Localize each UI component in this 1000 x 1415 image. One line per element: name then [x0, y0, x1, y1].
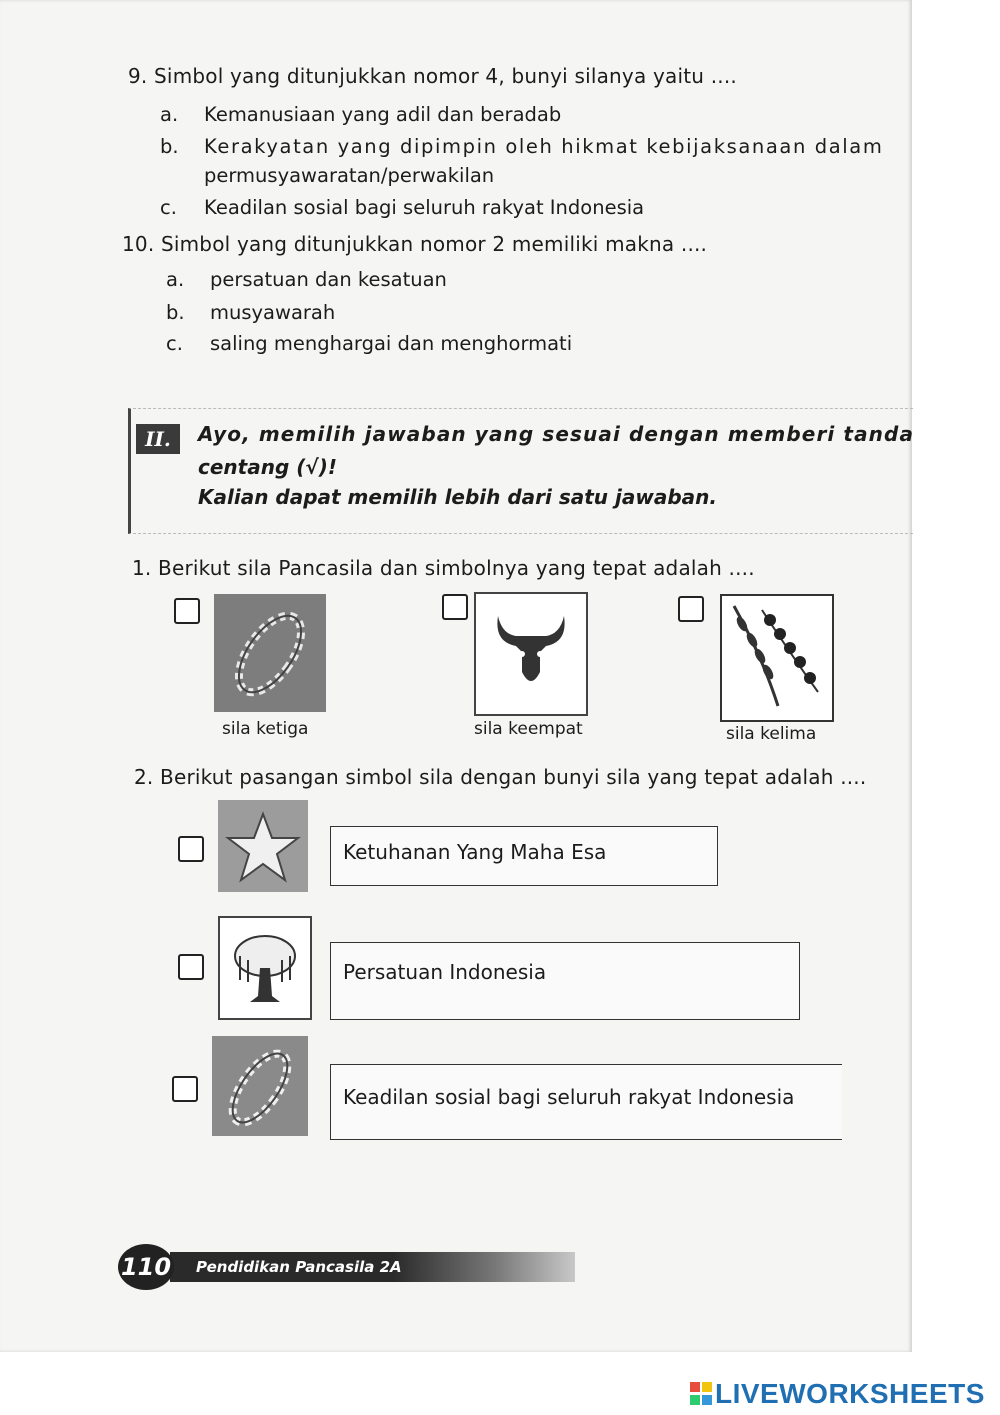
rice-cotton-icon: [722, 596, 832, 720]
q2-label-2: Persatuan Indonesia: [330, 942, 800, 1020]
q2-image-star: [218, 800, 308, 892]
question-2: 2. Berikut pasangan simbol sila dengan bunyi sila yang tepat adalah ....: [134, 765, 867, 789]
q2-label-1: Ketuhanan Yang Maha Esa: [330, 826, 718, 886]
section-number: II.: [136, 424, 180, 454]
q10-option-c: c. saling menghargai dan menghormati: [166, 332, 573, 355]
question-1: 1. Berikut sila Pancasila dan simbolnya yang tepat adalah ....: [132, 556, 755, 580]
instruction-line-1: Ayo, memilih jawaban yang sesuai dengan memberi tanda: [198, 422, 915, 446]
q2-checkbox-1[interactable]: [178, 836, 204, 862]
star-icon: [218, 800, 308, 892]
q1-caption-3: sila kelima: [726, 724, 817, 744]
instruction-line-3: Kalian dapat memilih lebih dari satu jawaban.: [198, 485, 717, 509]
q2-checkbox-2[interactable]: [178, 954, 204, 980]
q10-option-a: a. persatuan dan kesatuan: [166, 268, 447, 291]
q9-option-c: c. Keadilan sosial bagi seluruh rakyat Indonesia: [160, 196, 645, 219]
chain-icon: [212, 1036, 308, 1136]
q9-option-a: a. Kemanusiaan yang adil dan beradab: [160, 103, 562, 126]
footer-title: Pendidikan Pancasila 2A: [170, 1252, 575, 1282]
banyan-tree-icon: [220, 918, 310, 1018]
q1-caption-1: sila ketiga: [222, 719, 309, 739]
bull-head-icon: [476, 594, 586, 714]
chain-icon: [214, 594, 326, 712]
q2-checkbox-3[interactable]: [172, 1076, 198, 1102]
page-number: 110: [118, 1244, 174, 1290]
q1-checkbox-3[interactable]: [678, 596, 704, 622]
q1-image-rice-cotton: [720, 594, 834, 722]
q2-image-chain: [212, 1036, 308, 1136]
question-10: 10. Simbol yang ditunjukkan nomor 2 memiliki makna ....: [122, 232, 708, 256]
q2-image-tree: [218, 916, 312, 1020]
q2-label-3: Keadilan sosial bagi seluruh rakyat Indonesia: [330, 1064, 842, 1140]
q1-checkbox-2[interactable]: [442, 594, 468, 620]
q1-image-chain: [214, 594, 326, 712]
q1-checkbox-1[interactable]: [174, 598, 200, 624]
question-9: 9. Simbol yang ditunjukkan nomor 4, bunyi silanya yaitu ....: [128, 64, 737, 88]
liveworksheets-logo: LIVEWORKSHEETS: [690, 1378, 985, 1410]
q10-option-b: b. musyawarah: [166, 301, 336, 324]
liveworksheets-icon: [690, 1382, 712, 1406]
q9-option-b-cont: permusyawaratan/perwakilan: [204, 164, 495, 187]
instruction-line-2: centang (√)!: [198, 455, 337, 479]
q1-caption-2: sila keempat: [474, 719, 583, 739]
q9-option-b: b. Kerakyatan yang dipimpin oleh hikmat kebijaksanaan dalam: [160, 135, 884, 158]
q1-image-bull: [474, 592, 588, 716]
